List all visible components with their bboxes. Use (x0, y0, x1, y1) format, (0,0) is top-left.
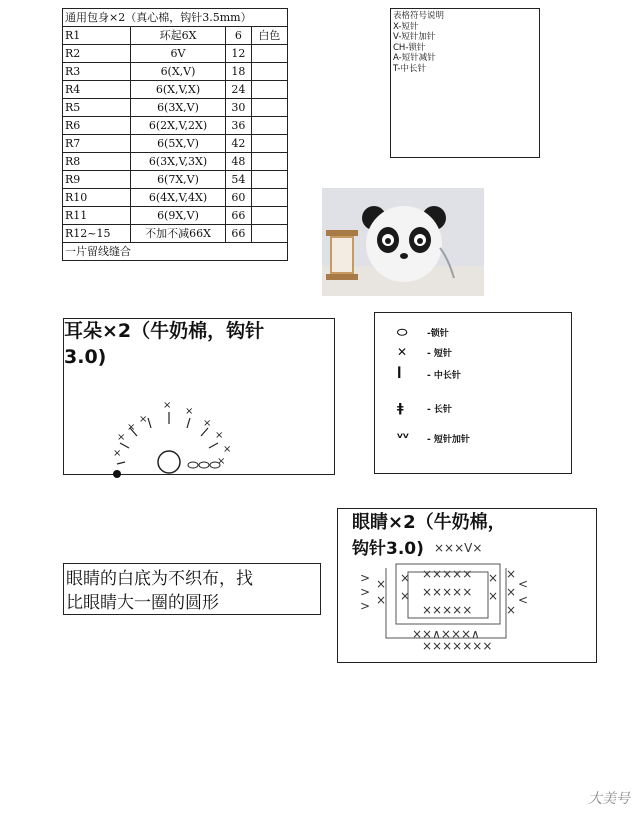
count-cell: 6 (226, 27, 252, 45)
ear-x-marks (113, 400, 231, 467)
symbol-legend (374, 312, 572, 474)
svg-text:×××××××: ××××××× (422, 639, 493, 650)
count-cell: 66 (226, 207, 252, 225)
color-cell (251, 135, 287, 153)
legend-line: CH-锁针 (393, 42, 426, 53)
svg-text:×: × (400, 589, 411, 603)
table-footer: 一片留线缝合 (63, 243, 288, 261)
instruction-cell: 不加不减66X (130, 225, 225, 243)
symbol-label: -锁针 (427, 329, 449, 339)
svg-text:×××××: ××××× (422, 603, 473, 617)
felt-note (63, 563, 321, 615)
symbol-row-sc (397, 345, 452, 359)
svg-text:>: > (360, 571, 371, 585)
instruction-cell: 6(2X,V,2X) (130, 117, 225, 135)
symbol-label: - 中长针 (427, 370, 461, 381)
round-cell: R11 (63, 207, 131, 225)
symbol-label: - 短针 (427, 348, 452, 359)
table-row (63, 153, 288, 171)
ear-title: 耳朵×2（牛奶棉，钩针 (64, 320, 265, 342)
instruction-cell: 6(X,V) (130, 63, 225, 81)
table-row (63, 207, 288, 225)
svg-text:×: × (163, 400, 172, 411)
legend-line: V-短针加针 (393, 32, 436, 42)
round-cell: R6 (63, 117, 131, 135)
chain-stitch-icon: ⬭ (397, 325, 408, 339)
color-cell (251, 207, 287, 225)
svg-text:>: > (360, 585, 371, 599)
color-cell (251, 171, 287, 189)
table-row (63, 135, 288, 153)
count-cell: 60 (226, 189, 252, 207)
panda-face (366, 206, 442, 282)
color-cell (251, 45, 287, 63)
svg-text:×: × (113, 448, 122, 459)
svg-text:×××××: ××××× (422, 585, 473, 599)
svg-text:×: × (506, 603, 517, 617)
watermark: 大美号 (588, 791, 630, 807)
panda-illustration (322, 188, 484, 296)
table-row (63, 99, 288, 117)
legend-title: 表格符号说明 (393, 11, 445, 21)
ear-start-dot (113, 470, 121, 478)
stitch-legend (390, 8, 540, 158)
color-cell (251, 81, 287, 99)
table-row (63, 189, 288, 207)
table-row (63, 81, 288, 99)
stitch-table (62, 8, 288, 261)
svg-text:×: × (117, 432, 126, 443)
color-cell: 白色 (251, 27, 287, 45)
count-cell: 48 (226, 153, 252, 171)
table-row (63, 225, 288, 243)
half-double-crochet-icon: ꟾ (397, 367, 402, 381)
instruction-cell: 6(5X,V) (130, 135, 225, 153)
symbol-label: - 长针 (427, 404, 452, 415)
table-row (63, 171, 288, 189)
svg-text:×: × (376, 593, 387, 607)
count-cell: 54 (226, 171, 252, 189)
svg-text:×: × (215, 430, 224, 441)
svg-text:×: × (400, 571, 411, 585)
round-cell: R3 (63, 63, 131, 81)
eye-title: 眼睛×2（牛奶棉， (352, 512, 506, 533)
svg-text:×: × (506, 567, 517, 581)
ear-chart (105, 400, 255, 480)
round-cell: R9 (63, 171, 131, 189)
svg-text:×: × (506, 585, 517, 599)
instruction-cell: 6(4X,V,4X) (130, 189, 225, 207)
table-row (63, 117, 288, 135)
color-cell (251, 63, 287, 81)
svg-text:×: × (376, 577, 387, 591)
svg-text:×: × (488, 571, 499, 585)
round-cell: R12~15 (63, 225, 131, 243)
legend-line: T-中长针 (393, 63, 426, 74)
svg-text:×: × (223, 444, 232, 455)
symbol-label: - 短针加针 (427, 434, 470, 445)
svg-text:<: < (518, 577, 529, 591)
svg-text:×: × (127, 422, 136, 433)
svg-text:×××××: ××××× (422, 567, 473, 581)
svg-text:×: × (488, 589, 499, 603)
instruction-cell: 6(7X,V) (130, 171, 225, 189)
single-crochet-icon: ✕ (397, 345, 408, 359)
legend-lines (393, 22, 537, 75)
svg-text:×: × (203, 418, 212, 429)
count-cell: 30 (226, 99, 252, 117)
eye-title-cont: 钩针3.0) (352, 539, 424, 559)
symbol-row-inc (397, 431, 470, 445)
note-line-2: 比眼睛大一圈的圆形 (66, 593, 219, 613)
sc-increase-icon: ⱽⱽ (397, 431, 409, 445)
round-cell: R2 (63, 45, 131, 63)
count-cell: 18 (226, 63, 252, 81)
color-cell (251, 189, 287, 207)
symbol-row-chain (397, 325, 449, 340)
svg-text:×××V×: ×××V× (434, 541, 483, 555)
color-cell (251, 225, 287, 243)
eye-chart (356, 538, 531, 650)
svg-text:>: > (360, 599, 371, 613)
round-cell: R5 (63, 99, 131, 117)
table-row (63, 27, 288, 45)
instruction-cell: 6(3X,V,3X) (130, 153, 225, 171)
instruction-cell: 环起6X (130, 27, 225, 45)
table-header: 通用包身×2（真心棉，钩针3.5mm） (63, 9, 288, 27)
table-header-row (63, 9, 288, 27)
round-cell: R10 (63, 189, 131, 207)
ear-title-cont: 3.0) (64, 346, 107, 368)
color-cell (251, 153, 287, 171)
svg-text:×: × (217, 456, 226, 467)
instruction-cell: 6(3X,V) (130, 99, 225, 117)
symbol-row-hdc (397, 367, 461, 381)
svg-text:<: < (518, 593, 529, 607)
svg-text:×: × (139, 414, 148, 425)
table-row (63, 45, 288, 63)
count-cell: 66 (226, 225, 252, 243)
round-cell: R4 (63, 81, 131, 99)
count-cell: 12 (226, 45, 252, 63)
instruction-cell: 6V (130, 45, 225, 63)
svg-text:××∧×××∧: ××∧×××∧ (412, 627, 480, 641)
svg-text:×: × (185, 406, 194, 417)
panda-nose (400, 253, 408, 259)
ear-center-ring (158, 451, 180, 473)
panda-bag-photo (322, 188, 484, 296)
table-footer-row (63, 243, 288, 261)
instruction-cell: 6(X,V,X) (130, 81, 225, 99)
round-cell: R8 (63, 153, 131, 171)
color-cell (251, 117, 287, 135)
note-line-1: 眼睛的白底为不织布，找 (66, 569, 253, 589)
legend-line: A-短针减针 (393, 53, 436, 63)
round-cell: R7 (63, 135, 131, 153)
count-cell: 42 (226, 135, 252, 153)
instruction-cell: 6(9X,V) (130, 207, 225, 225)
symbol-row-dc (397, 401, 452, 415)
double-crochet-icon: ǂ (397, 401, 404, 415)
color-cell (251, 99, 287, 117)
round-cell: R1 (63, 27, 131, 45)
count-cell: 36 (226, 117, 252, 135)
eye-stitch-marks (360, 541, 528, 650)
count-cell: 24 (226, 81, 252, 99)
legend-line: X-短针 (393, 21, 419, 32)
table-row (63, 63, 288, 81)
